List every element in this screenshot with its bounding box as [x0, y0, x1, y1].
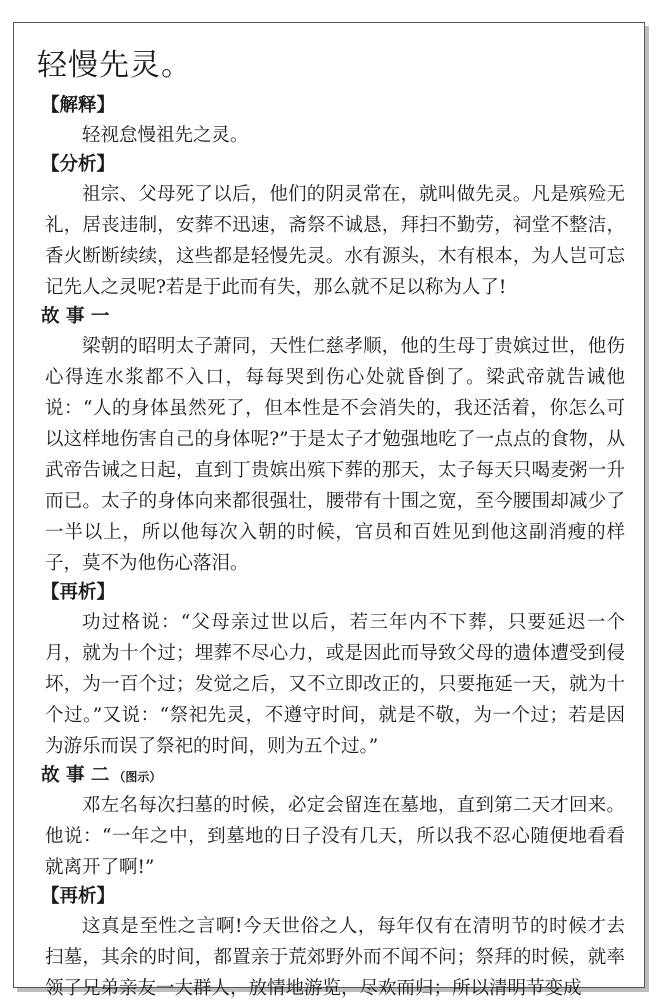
- story-two-label: 故 事 二: [41, 765, 110, 786]
- story-two-heading: [41, 762, 625, 790]
- page-title: 轻慢先灵。: [37, 48, 192, 83]
- story-one-text: 梁朝的昭明太子萧同，天性仁慈孝顺，他的生母丁贵嫔过世，他伤心得连水浆都不入口，每每哭到伤心处就昏倒了。梁武帝就告诫他说：“人的身体虽然死了，但本性是不会消失的，我还活着，你怎么可以这样地伤害自己的身体呢?”于是太子才勉强地吃了一点点的食物，从武帝告诫之日起，直到丁贵嫔出殡下葬的那天，太子每天只喝麦粥一升而已。太子的身体向来都很强壮，腰带有十围之宽，至今腰围却减少了一半以上，所以他每次入朝的时候，官员和百姓见到他这副消瘦的样子，莫不为他伤心落泪。: [45, 336, 625, 574]
- reanalysis-one-text: 功过格说：“父母亲过世以后，若三年内不下葬，只要延迟一个月，就为十个过；埋葬不尽心力，或是因此而导致父母的遗体遭受到侵坏，为一百个过；发觉之后，又不立即改正的，只要拖延一天，就为十个过。”又说：“祭祀先灵，不遵守时间，就是不敬，为一个过；若是因为游乐而误了祭祀的时间，则为五个过。”: [45, 612, 625, 757]
- illustration-note: （图示）: [113, 770, 162, 784]
- analysis-heading: 【分析】: [41, 154, 116, 175]
- reanalysis-two-heading: 【再析】: [41, 886, 116, 907]
- reanalysis-one-heading: 【再析】: [41, 582, 116, 603]
- document-body: [41, 92, 625, 1004]
- reanalysis-two-text: 这真是至性之言啊!今天世俗之人，每年仅有在清明节的时候才去扫墓，其余的时间，都置亲于荒郊野外而不闻不问；祭拜的时候，就率领了兄弟亲友一大群人，放情地游览，尽欢而归；所以清明节变成: [45, 916, 625, 999]
- explanation-text: 轻视怠慢祖先之灵。: [82, 125, 249, 146]
- analysis-text: 祖宗、父母死了以后，他们的阴灵常在，就叫做先灵。凡是殡殓无礼，居丧违制，安葬不迅速，斋祭不诚恳，拜扫不勤劳，祠堂不整洁，香火断断续续，这些都是轻慢先灵。水有源头，木有根本，为人岂可忘记先人之灵呢?若是于此而有失，那么就不足以称为人了!: [45, 184, 625, 298]
- story-one-heading: 故 事 一: [41, 306, 110, 327]
- story-two-text: 邓左名每次扫墓的时候，必定会留连在墓地，直到第二天才回来。他说：“一年之中，到墓地的日子没有几天，所以我不忍心随便地看看就离开了啊!”: [45, 795, 625, 878]
- explanation-heading: 【解释】: [41, 95, 116, 116]
